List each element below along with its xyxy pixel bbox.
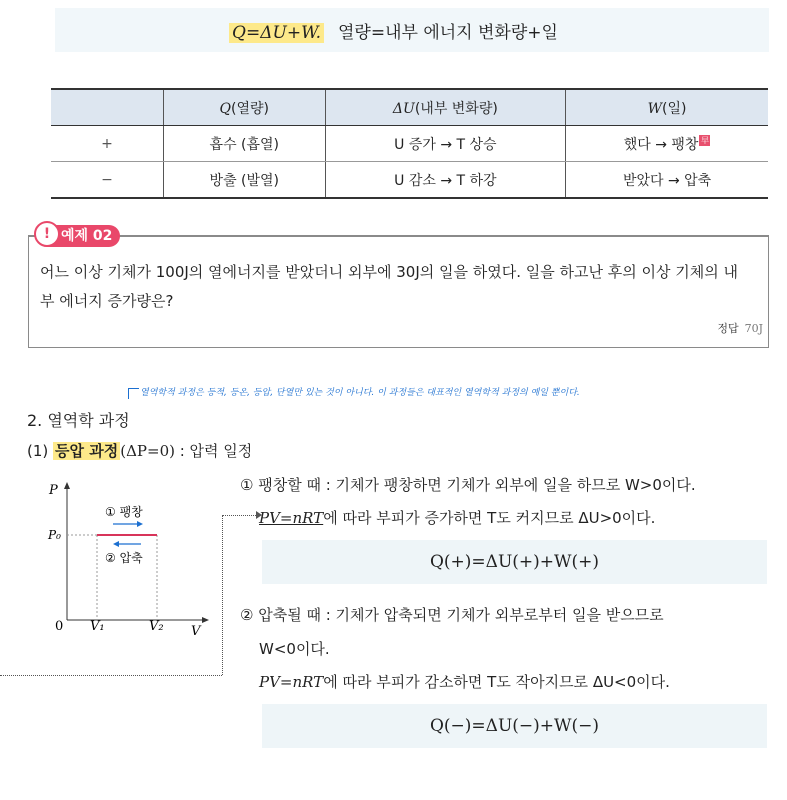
answer-label: 정답 <box>717 322 739 335</box>
table-cell-text: 했다 → 팽창 <box>623 136 699 153</box>
section-title: 2. 열역학 과정 <box>27 411 130 430</box>
table-cell: 흡수 (흡열) <box>164 126 326 162</box>
question-line: 부 에너지 증가량은? <box>40 292 174 310</box>
table-cell: 방출 (발열) <box>164 162 326 199</box>
table-header: W(일) <box>566 89 768 126</box>
exclamation-icon: ! <box>34 221 60 247</box>
table-cell: − <box>51 162 164 199</box>
example-question <box>40 258 760 316</box>
note-bracket <box>128 388 139 399</box>
subsection-desc: : 압력 일정 <box>174 442 253 460</box>
answer-value: 70J <box>744 322 763 335</box>
example-label: 예제 02 <box>37 225 120 247</box>
table-cell <box>566 126 768 162</box>
example-answer <box>717 320 763 336</box>
bookmark-icon: 早 <box>700 135 709 145</box>
table-cell: U 감소 → T 하강 <box>325 162 566 199</box>
compression-line <box>259 671 670 692</box>
compression-equation: Q(−)=ΔU(−)+W(−) <box>262 704 767 748</box>
thermo-sign-table <box>51 88 768 199</box>
connector-line <box>222 515 260 516</box>
handwritten-note: 열역학적 과정은 등적, 등온, 등압, 단열만 있는 것이 아니다. 이 과정들은 대표적인 열역학적 과정의 예일 뿐이다. <box>140 388 580 398</box>
compress-arrowhead <box>113 541 119 547</box>
compression-text: 에 따라 부피가 감소하면 T도 작아지므로 ΔU<0이다. <box>323 673 670 691</box>
y-axis-label: P <box>49 483 58 498</box>
top-formula <box>0 18 787 43</box>
table-cell: 받았다 → 압축 <box>566 162 768 199</box>
ideal-gas-eq: PV=nRT <box>259 673 324 691</box>
pv-graph <box>45 480 215 640</box>
table-row <box>51 126 768 162</box>
expansion-equation: Q(+)=ΔU(+)+W(+) <box>262 540 767 584</box>
compression-line: W<0이다. <box>259 640 330 658</box>
formula-text: 열량=내부 에너지 변화량+일 <box>337 23 558 43</box>
ideal-gas-eq: PV=nRT <box>259 509 324 527</box>
p0-label: P₀ <box>48 528 61 542</box>
y-axis-arrow <box>64 482 70 489</box>
compress-label: ② 압축 <box>105 551 143 565</box>
subsection-title <box>27 440 252 461</box>
expansion-line: ① 팽창할 때 : 기체가 팽창하면 기체가 외부에 일을 하므로 W>0이다. <box>240 476 696 494</box>
table-cell: + <box>51 126 164 162</box>
formula-equation: Q=ΔU+W. <box>229 23 324 43</box>
table-header: ΔU(내부 변화량) <box>325 89 566 126</box>
expand-arrowhead <box>137 521 143 527</box>
connector-line <box>222 515 223 675</box>
table-header: Q(열량) <box>164 89 326 126</box>
subsection-cond: (ΔP=0) <box>120 442 175 460</box>
expansion-line <box>259 507 655 528</box>
origin-label: 0 <box>55 619 64 634</box>
table-header-row <box>51 89 768 126</box>
v2-label: V₂ <box>149 619 164 634</box>
question-line: 어느 이상 기체가 100J의 열에너지를 받았더니 외부에 30J의 일을 하였다. 일을 하고난 후의 이상 기체의 내 <box>40 263 738 281</box>
compression-line: ② 압축될 때 : 기체가 압축되면 기체가 외부로부터 일을 받으므로 <box>240 606 664 624</box>
expansion-text: 에 따라 부피가 증가하면 T도 커지므로 ΔU>0이다. <box>323 509 656 527</box>
table-header <box>51 89 164 126</box>
v1-label: V₁ <box>90 619 105 634</box>
subsection-name: 등압 과정 <box>55 442 119 460</box>
connector-line <box>0 675 222 676</box>
expand-label: ① 팽창 <box>105 505 143 519</box>
subsection-num: (1) <box>27 442 49 460</box>
table-cell: U 증가 → T 상승 <box>325 126 566 162</box>
x-axis-arrow <box>202 617 209 623</box>
x-axis-label: V <box>191 624 201 639</box>
table-row <box>51 162 768 199</box>
